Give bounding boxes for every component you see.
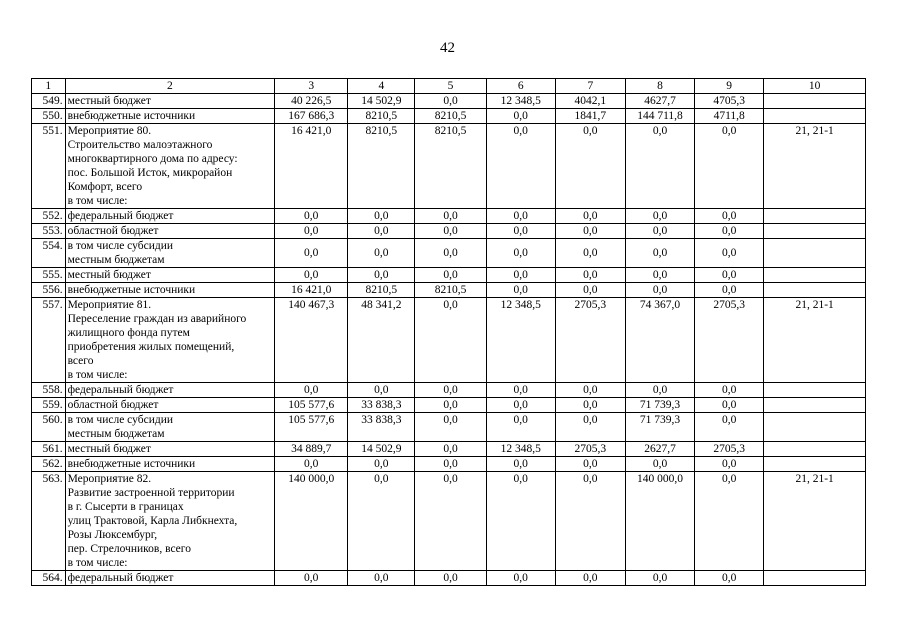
row-name	[65, 383, 275, 398]
row-name-line: пер. Стрелочников, всего	[67, 543, 191, 555]
value-cell: 0,0	[486, 283, 555, 298]
row-number: 564.	[32, 571, 66, 586]
value-cell: 8210,5	[348, 109, 415, 124]
target-reference	[764, 239, 866, 268]
value-cell: 40 226,5	[275, 94, 348, 109]
table-row	[32, 413, 866, 442]
row-number: 549.	[32, 94, 66, 109]
row-name-line: областной бюджет	[67, 399, 159, 411]
row-name	[65, 472, 275, 571]
row-name-line: в том числе:	[67, 369, 128, 381]
row-number: 560.	[32, 413, 66, 442]
row-number: 555.	[32, 268, 66, 283]
table-row	[32, 239, 866, 268]
value-cell: 8210,5	[415, 124, 486, 209]
value-cell: 0,0	[625, 239, 694, 268]
target-reference	[764, 413, 866, 442]
value-cell: 14 502,9	[348, 94, 415, 109]
value-cell: 0,0	[625, 224, 694, 239]
value-cell: 140 467,3	[275, 298, 348, 383]
row-name	[65, 109, 275, 124]
value-cell: 0,0	[348, 268, 415, 283]
row-name	[65, 398, 275, 413]
value-cell: 71 739,3	[625, 413, 694, 442]
target-reference	[764, 442, 866, 457]
table-row	[32, 457, 866, 472]
value-cell: 0,0	[415, 298, 486, 383]
value-cell: 4042,1	[555, 94, 625, 109]
value-cell: 0,0	[625, 268, 694, 283]
value-cell: 0,0	[348, 209, 415, 224]
column-header: 6	[486, 79, 555, 94]
value-cell: 0,0	[415, 472, 486, 571]
table-row	[32, 109, 866, 124]
row-name-line: Развитие застроенной территории	[67, 487, 235, 499]
row-name-line: внебюджетные источники	[67, 284, 196, 296]
value-cell: 0,0	[695, 268, 764, 283]
value-cell: 2705,3	[695, 298, 764, 383]
row-name-line: Мероприятие 80.	[67, 125, 152, 137]
value-cell: 4711,8	[695, 109, 764, 124]
row-name	[65, 298, 275, 383]
table-row	[32, 124, 866, 209]
table-row	[32, 442, 866, 457]
value-cell: 0,0	[486, 457, 555, 472]
value-cell: 0,0	[555, 413, 625, 442]
value-cell: 0,0	[555, 472, 625, 571]
table-row	[32, 298, 866, 383]
value-cell: 0,0	[695, 571, 764, 586]
value-cell: 0,0	[415, 398, 486, 413]
value-cell: 105 577,6	[275, 398, 348, 413]
value-cell: 0,0	[555, 224, 625, 239]
target-reference	[764, 383, 866, 398]
value-cell: 0,0	[695, 383, 764, 398]
value-cell: 0,0	[275, 383, 348, 398]
value-cell: 33 838,3	[348, 398, 415, 413]
column-header: 9	[695, 79, 764, 94]
value-cell: 2627,7	[625, 442, 694, 457]
value-cell: 2705,3	[555, 298, 625, 383]
value-cell: 8210,5	[415, 109, 486, 124]
column-header: 10	[764, 79, 866, 94]
value-cell: 0,0	[625, 457, 694, 472]
column-header: 5	[415, 79, 486, 94]
value-cell: 0,0	[348, 571, 415, 586]
row-name-line: местный бюджет	[67, 443, 151, 455]
row-number: 557.	[32, 298, 66, 383]
row-number: 554.	[32, 239, 66, 268]
row-number: 552.	[32, 209, 66, 224]
row-number: 551.	[32, 124, 66, 209]
value-cell: 0,0	[555, 209, 625, 224]
row-name-line: федеральный бюджет	[67, 384, 174, 396]
value-cell: 4627,7	[625, 94, 694, 109]
value-cell: 0,0	[695, 239, 764, 268]
target-reference: 21, 21-1	[764, 298, 866, 383]
row-number: 559.	[32, 398, 66, 413]
budget-table	[31, 78, 866, 586]
value-cell: 0,0	[415, 383, 486, 398]
row-name-line: в том числе субсидии	[67, 414, 174, 426]
value-cell: 2705,3	[695, 442, 764, 457]
value-cell: 0,0	[486, 124, 555, 209]
target-reference	[764, 224, 866, 239]
row-name-line: жилищного фонда путем	[67, 327, 190, 339]
row-name	[65, 442, 275, 457]
value-cell: 0,0	[486, 472, 555, 571]
value-cell: 0,0	[486, 209, 555, 224]
row-name-line: федеральный бюджет	[67, 572, 174, 584]
value-cell: 0,0	[695, 224, 764, 239]
table-row	[32, 283, 866, 298]
value-cell: 4705,3	[695, 94, 764, 109]
row-number: 563.	[32, 472, 66, 571]
value-cell: 0,0	[415, 239, 486, 268]
value-cell: 0,0	[555, 398, 625, 413]
row-name-line: федеральный бюджет	[67, 210, 174, 222]
row-name-line: всего	[67, 355, 94, 367]
value-cell: 33 838,3	[348, 413, 415, 442]
target-reference	[764, 94, 866, 109]
row-name	[65, 239, 275, 268]
row-name	[65, 94, 275, 109]
row-name-line: улиц Трактовой, Карла Либкнехта,	[67, 515, 238, 527]
value-cell: 0,0	[415, 94, 486, 109]
value-cell: 0,0	[625, 124, 694, 209]
value-cell: 0,0	[486, 268, 555, 283]
value-cell: 14 502,9	[348, 442, 415, 457]
value-cell: 0,0	[555, 283, 625, 298]
value-cell: 0,0	[695, 398, 764, 413]
table-row	[32, 94, 866, 109]
value-cell: 0,0	[486, 413, 555, 442]
row-number: 553.	[32, 224, 66, 239]
value-cell: 48 341,2	[348, 298, 415, 383]
column-header: 4	[348, 79, 415, 94]
value-cell: 0,0	[625, 209, 694, 224]
value-cell: 0,0	[348, 383, 415, 398]
row-number: 550.	[32, 109, 66, 124]
row-name-line: многоквартирного дома по адресу:	[67, 153, 238, 165]
value-cell: 0,0	[625, 571, 694, 586]
value-cell: 0,0	[275, 268, 348, 283]
value-cell: 12 348,5	[486, 94, 555, 109]
column-header: 2	[65, 79, 275, 94]
value-cell: 1841,7	[555, 109, 625, 124]
row-number: 561.	[32, 442, 66, 457]
row-name-line: местный бюджет	[67, 95, 151, 107]
target-reference	[764, 109, 866, 124]
target-reference	[764, 283, 866, 298]
row-name	[65, 283, 275, 298]
value-cell: 0,0	[415, 209, 486, 224]
table-row	[32, 383, 866, 398]
table-row	[32, 209, 866, 224]
value-cell: 0,0	[555, 239, 625, 268]
table-row	[32, 571, 866, 586]
value-cell: 12 348,5	[486, 442, 555, 457]
value-cell: 0,0	[695, 472, 764, 571]
value-cell: 0,0	[415, 442, 486, 457]
value-cell: 0,0	[625, 283, 694, 298]
row-name-line: в том числе субсидии	[67, 240, 174, 252]
column-header: 1	[32, 79, 66, 94]
row-name-line: внебюджетные источники	[67, 110, 196, 122]
value-cell: 0,0	[415, 571, 486, 586]
table-row	[32, 398, 866, 413]
row-name-line: местным бюджетам	[67, 254, 165, 266]
table-row	[32, 268, 866, 283]
value-cell: 0,0	[486, 398, 555, 413]
row-name	[65, 209, 275, 224]
row-name-line: в том числе:	[67, 195, 128, 207]
value-cell: 16 421,0	[275, 283, 348, 298]
value-cell: 12 348,5	[486, 298, 555, 383]
column-header: 8	[625, 79, 694, 94]
row-name-line: Строительство малоэтажного	[67, 139, 213, 151]
value-cell: 16 421,0	[275, 124, 348, 209]
value-cell: 0,0	[695, 209, 764, 224]
table-row	[32, 472, 866, 571]
row-name-line: в том числе:	[67, 557, 128, 569]
table-row	[32, 224, 866, 239]
value-cell: 0,0	[555, 457, 625, 472]
value-cell: 140 000,0	[275, 472, 348, 571]
column-header: 3	[275, 79, 348, 94]
row-name-line: Переселение граждан из аварийного	[67, 313, 247, 325]
header-row	[32, 79, 866, 94]
row-number: 556.	[32, 283, 66, 298]
row-name-line: пос. Большой Исток, микрорайон	[67, 167, 233, 179]
value-cell: 167 686,3	[275, 109, 348, 124]
value-cell: 0,0	[348, 472, 415, 571]
row-name-line: Комфорт, всего	[67, 181, 143, 193]
value-cell: 0,0	[415, 224, 486, 239]
value-cell: 0,0	[348, 239, 415, 268]
value-cell: 105 577,6	[275, 413, 348, 442]
value-cell: 144 711,8	[625, 109, 694, 124]
target-reference	[764, 268, 866, 283]
target-reference	[764, 209, 866, 224]
row-name	[65, 224, 275, 239]
value-cell: 0,0	[695, 283, 764, 298]
value-cell: 0,0	[348, 224, 415, 239]
row-name	[65, 124, 275, 209]
value-cell: 0,0	[555, 383, 625, 398]
value-cell: 0,0	[625, 383, 694, 398]
value-cell: 8210,5	[415, 283, 486, 298]
row-name	[65, 571, 275, 586]
row-name	[65, 268, 275, 283]
value-cell: 0,0	[486, 239, 555, 268]
value-cell: 140 000,0	[625, 472, 694, 571]
target-reference	[764, 398, 866, 413]
row-name-line: в г. Сысерти в границах	[67, 501, 184, 513]
row-name	[65, 457, 275, 472]
value-cell: 0,0	[555, 124, 625, 209]
row-name-line: местным бюджетам	[67, 428, 165, 440]
value-cell: 0,0	[275, 239, 348, 268]
row-number: 558.	[32, 383, 66, 398]
value-cell: 0,0	[275, 224, 348, 239]
row-name-line: Мероприятие 81.	[67, 299, 152, 311]
target-reference: 21, 21-1	[764, 124, 866, 209]
value-cell: 0,0	[275, 209, 348, 224]
value-cell: 0,0	[555, 268, 625, 283]
row-name-line: приобретения жилых помещений,	[67, 341, 235, 353]
row-name-line: областной бюджет	[67, 225, 159, 237]
value-cell: 0,0	[695, 124, 764, 209]
value-cell: 8210,5	[348, 124, 415, 209]
target-reference	[764, 457, 866, 472]
value-cell: 0,0	[486, 571, 555, 586]
row-name-line: местный бюджет	[67, 269, 151, 281]
value-cell: 0,0	[486, 109, 555, 124]
row-name-line: внебюджетные источники	[67, 458, 196, 470]
value-cell: 0,0	[275, 457, 348, 472]
value-cell: 0,0	[275, 571, 348, 586]
row-name-line: Мероприятие 82.	[67, 473, 152, 485]
row-name-line: Розы Люксембург,	[67, 529, 158, 541]
value-cell: 71 739,3	[625, 398, 694, 413]
value-cell: 8210,5	[348, 283, 415, 298]
value-cell: 0,0	[415, 457, 486, 472]
value-cell: 0,0	[415, 268, 486, 283]
page-number: 42	[440, 40, 455, 56]
value-cell: 0,0	[555, 571, 625, 586]
row-name	[65, 413, 275, 442]
value-cell: 2705,3	[555, 442, 625, 457]
value-cell: 0,0	[348, 457, 415, 472]
value-cell: 0,0	[486, 224, 555, 239]
value-cell: 0,0	[695, 457, 764, 472]
value-cell: 0,0	[695, 413, 764, 442]
target-reference	[764, 571, 866, 586]
table-body	[32, 94, 866, 586]
value-cell: 0,0	[486, 383, 555, 398]
target-reference: 21, 21-1	[764, 472, 866, 571]
value-cell: 74 367,0	[625, 298, 694, 383]
row-number: 562.	[32, 457, 66, 472]
value-cell: 0,0	[415, 413, 486, 442]
column-header: 7	[555, 79, 625, 94]
value-cell: 34 889,7	[275, 442, 348, 457]
